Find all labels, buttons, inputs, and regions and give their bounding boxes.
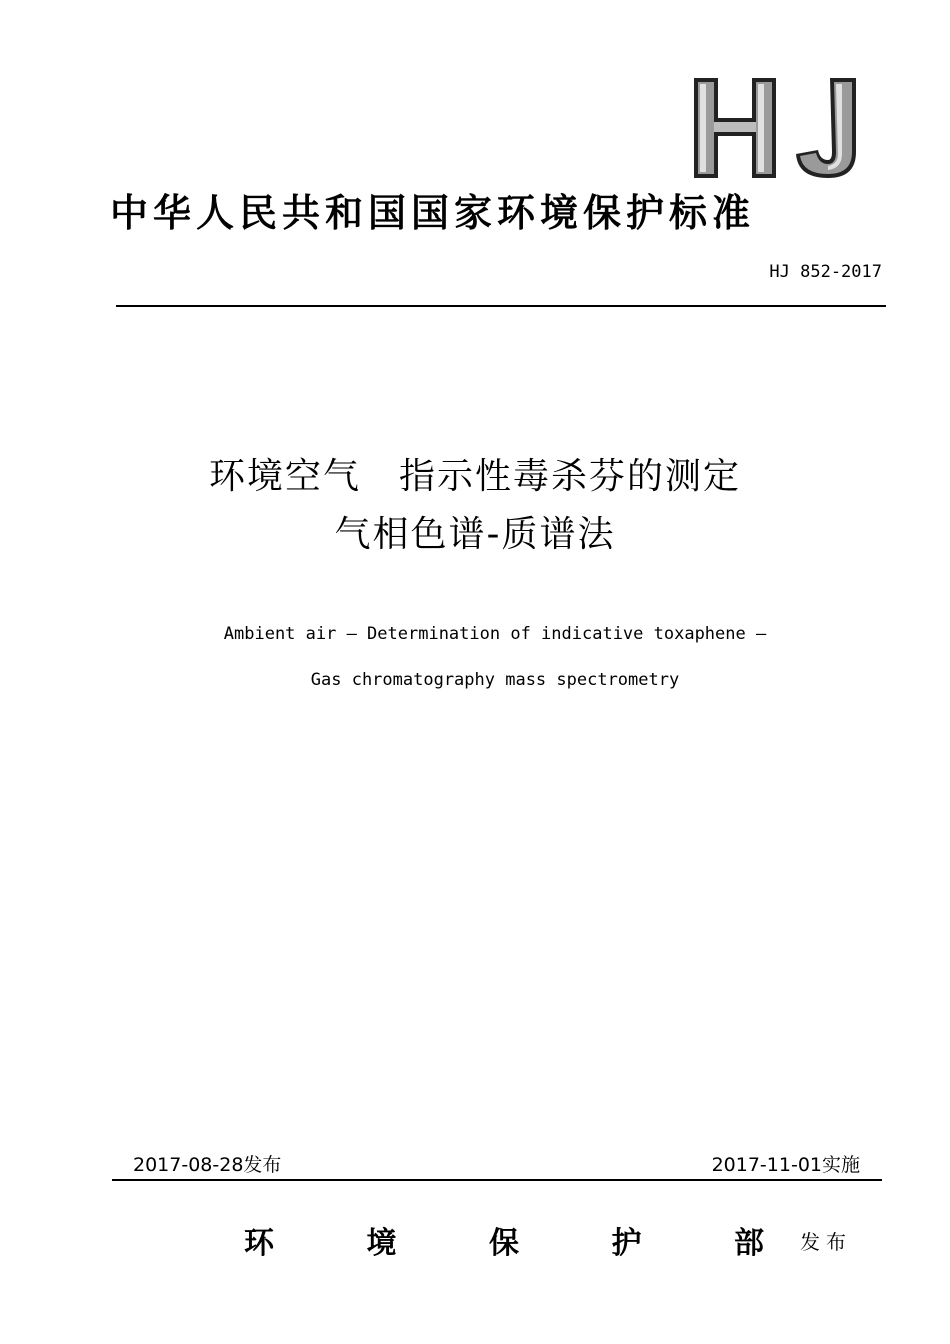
publisher-char: 环 <box>244 1226 274 1261</box>
top-divider <box>116 305 886 307</box>
publish-label: 发布 <box>800 1230 852 1254</box>
publisher-char: 境 <box>366 1226 397 1261</box>
logo-letter-j <box>796 78 856 178</box>
hj-logo <box>690 70 865 182</box>
implementation-date: 2017-11-01实施 <box>711 1154 860 1176</box>
publisher-name <box>244 1218 764 1262</box>
standard-number: HJ 852-2017 <box>769 262 882 282</box>
bottom-divider <box>112 1179 882 1181</box>
cn-title-line-1: 环境空气 指示性毒杀芬的测定 <box>208 456 741 497</box>
publisher-char: 保 <box>489 1226 519 1261</box>
cn-title-line-2: 气相色谱-质谱法 <box>334 514 616 555</box>
org-title: 中华人民共和国国家环境保护标准 <box>110 190 756 235</box>
en-title-line-2: Gas chromatography mass spectrometry <box>310 670 680 690</box>
issue-date: 2017-08-28发布 <box>133 1154 282 1176</box>
logo-letter-h <box>694 78 776 178</box>
publisher-char: 护 <box>611 1226 642 1261</box>
en-title-line-1: Ambient air — Determination of indicative toxaphene — <box>223 624 767 644</box>
publisher-char: 部 <box>734 1226 764 1261</box>
